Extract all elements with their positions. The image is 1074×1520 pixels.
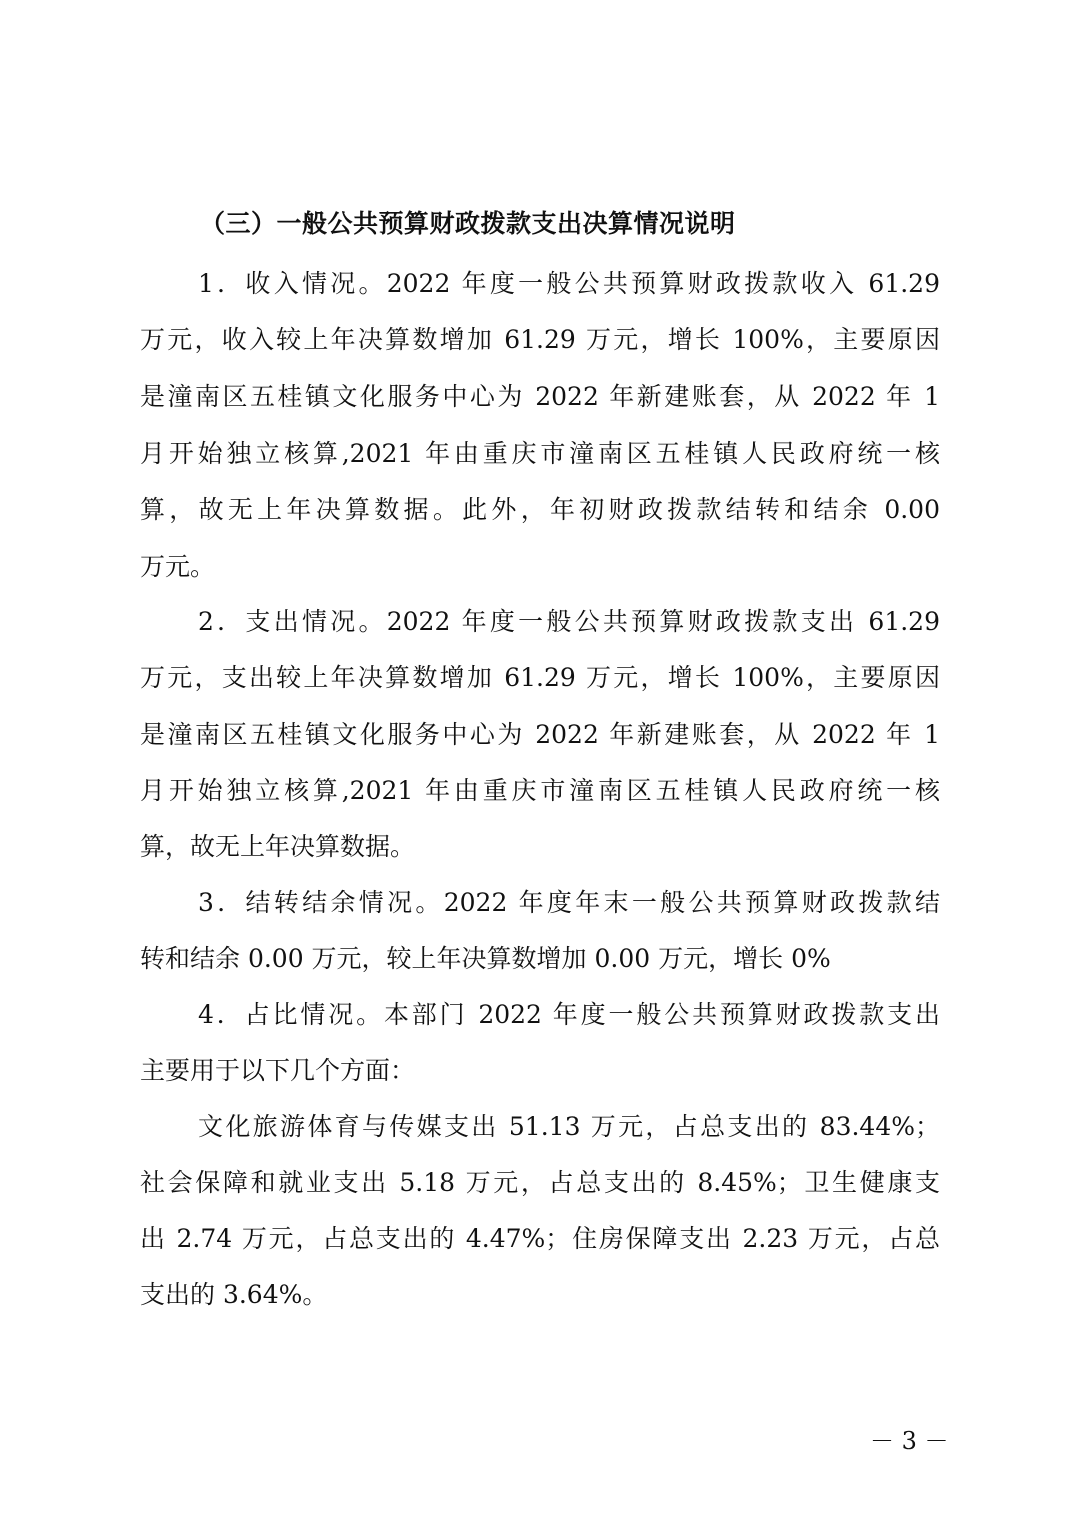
paragraph-breakdown-line-3: 出 2.74 万元，占总支出的 4.47%；住房保障支出 2.23 万元，占总 xyxy=(140,1224,940,1253)
paragraph-income-line-6: 万元。 xyxy=(140,552,216,581)
page-number: － 3 － xyxy=(870,1427,949,1455)
paragraph-expenditure-line-2: 万元，支出较上年决算数增加 61.29 万元，增长 100%，主要原因 xyxy=(140,663,940,692)
paragraph-expenditure-line-3: 是潼南区五桂镇文化服务中心为 2022 年新建账套，从 2022 年 1 xyxy=(140,720,940,749)
paragraph-income-line-2: 万元，收入较上年决算数增加 61.29 万元，增长 100%，主要原因 xyxy=(140,325,940,354)
paragraph-income-line-5: 算，故无上年决算数据。此外，年初财政拨款结转和结余 0.00 xyxy=(140,495,940,524)
paragraph-proportion-line-2: 主要用于以下几个方面： xyxy=(140,1056,416,1085)
paragraph-expenditure-line-5: 算，故无上年决算数据。 xyxy=(140,832,416,861)
paragraph-expenditure-line-4: 月开始独立核算,2021 年由重庆市潼南区五桂镇人民政府统一核 xyxy=(140,776,940,805)
paragraph-income-line-3: 是潼南区五桂镇文化服务中心为 2022 年新建账套，从 2022 年 1 xyxy=(140,382,940,411)
paragraph-breakdown-line-4: 支出的 3.64%。 xyxy=(140,1280,328,1309)
paragraph-income-line-4: 月开始独立核算,2021 年由重庆市潼南区五桂镇人民政府统一核 xyxy=(140,439,940,468)
paragraph-carryover-line-2: 转和结余 0.00 万元，较上年决算数增加 0.00 万元，增长 0% xyxy=(140,944,831,973)
paragraph-proportion-line-1: 4．占比情况。本部门 2022 年度一般公共预算财政拨款支出 xyxy=(198,1000,940,1029)
paragraph-breakdown-line-1: 文化旅游体育与传媒支出 51.13 万元，占总支出的 83.44%； xyxy=(198,1112,940,1141)
paragraph-breakdown-line-2: 社会保障和就业支出 5.18 万元，占总支出的 8.45%；卫生健康支 xyxy=(140,1168,940,1197)
paragraph-carryover-line-1: 3．结转结余情况。2022 年度年末一般公共预算财政拨款结 xyxy=(198,888,940,917)
section-heading: （三）一般公共预算财政拨款支出决算情况说明 xyxy=(200,209,736,238)
paragraph-expenditure-line-1: 2．支出情况。2022 年度一般公共预算财政拨款支出 61.29 xyxy=(198,607,940,636)
paragraph-income-line-1: 1．收入情况。2022 年度一般公共预算财政拨款收入 61.29 xyxy=(198,269,940,298)
